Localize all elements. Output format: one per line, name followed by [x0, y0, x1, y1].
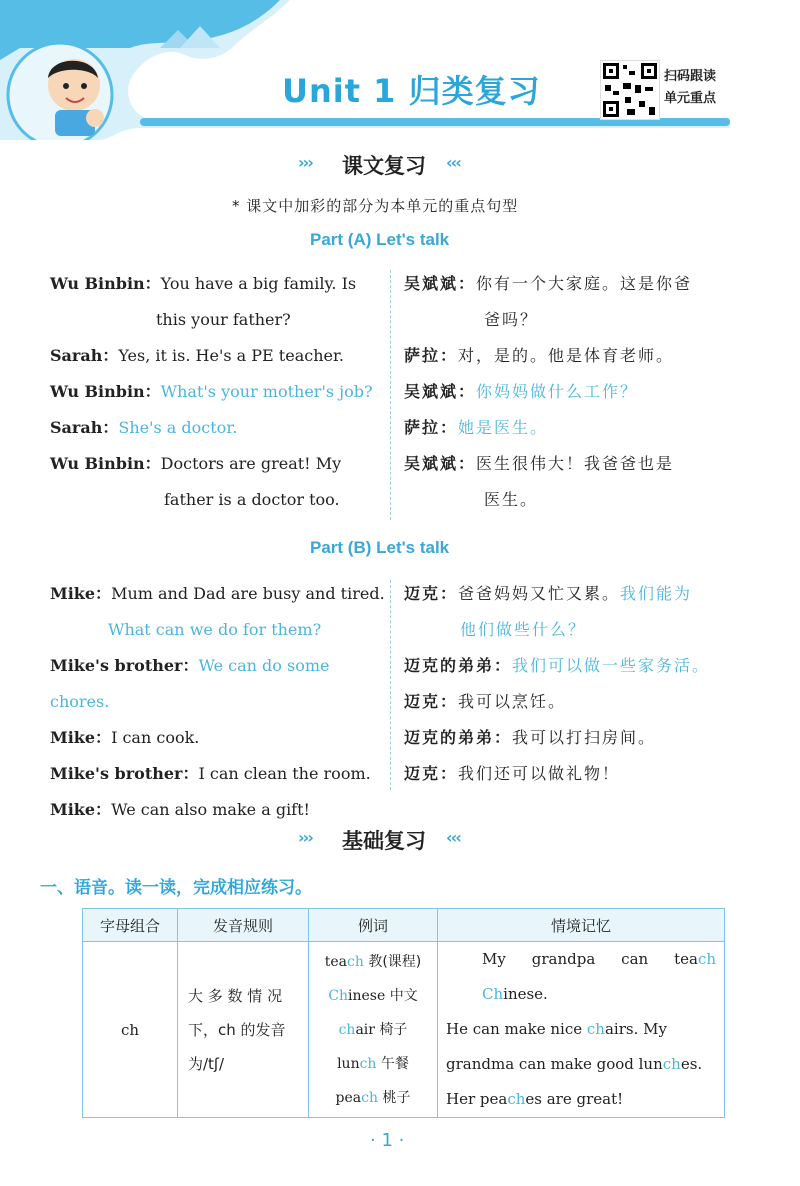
- rule-line: 下，ch 的发音: [188, 1020, 286, 1039]
- example-word: teach 教(课程): [324, 953, 422, 970]
- dialogue-line: Sarah：She's a doctor.: [50, 418, 238, 437]
- dialogue-line: 萨拉：对，是的。他是体育老师。: [404, 346, 675, 365]
- dialogue-line: father is a doctor too.: [164, 490, 340, 509]
- dialogue-line: Mike：We can also make a gift!: [50, 800, 310, 819]
- dialogue-line: 迈克的弟弟：我们可以做一些家务活。: [404, 656, 711, 675]
- part-b-title: Part (B) Let's talk: [310, 538, 450, 557]
- example-word: peach 桃子: [335, 1089, 411, 1106]
- dialogue-line: Sarah：Yes, it is. He's a PE teacher.: [50, 346, 344, 365]
- part-a-dialogue-cn: [404, 266, 744, 518]
- dialogue-line: 迈克的弟弟：我可以打扫房间。: [404, 728, 657, 747]
- table-header: 字母组合: [83, 909, 178, 942]
- arrows-left-icon: ›››: [298, 828, 312, 847]
- rule-line: 大 多 数 情 况: [188, 986, 283, 1005]
- qr-label-line1: 扫码跟读: [664, 69, 717, 84]
- dialogue-line: Wu Binbin：You have a big family. Is: [50, 274, 357, 293]
- table-header: 情境记忆: [438, 909, 725, 942]
- dialogue-line: Wu Binbin：What's your mother's job?: [50, 382, 373, 401]
- part-b-dialogue-en: [50, 576, 390, 828]
- dialogue-line: What can we do for them?: [108, 620, 322, 639]
- dialogue-line: 医生。: [484, 490, 539, 509]
- memory-cell: [438, 942, 725, 1118]
- dialogue-line: 爸吗？: [484, 310, 539, 329]
- phonics-table: [82, 908, 725, 1118]
- memory-line: He can make nice chairs. My: [446, 1020, 667, 1038]
- table-header: 发音规则: [178, 909, 309, 942]
- dialogue-line: 他们做些什么？: [460, 620, 587, 639]
- section-title-basics: 基础复习: [342, 829, 426, 853]
- dialogue-line: 迈克：我们还可以做礼物！: [404, 764, 621, 783]
- memory-line: grandma can make good lunches.: [446, 1055, 703, 1073]
- example-word: Chinese 中文: [328, 987, 418, 1004]
- dialogue-line: Mike：I can cook.: [50, 728, 200, 747]
- memory-line: Her peaches are great!: [446, 1090, 624, 1108]
- page-title: Unit 1 归类复习: [282, 72, 541, 110]
- column-divider: [390, 270, 391, 520]
- section-title-review: 课文复习: [342, 154, 426, 178]
- arrows-right-icon: ‹‹‹: [446, 153, 460, 172]
- dialogue-line: 吴斌斌：医生很伟大！我爸爸也是: [404, 454, 675, 473]
- part-b-dialogue-cn: [404, 576, 744, 792]
- dialogue-line: Mike's brother：We can do some chores.: [50, 656, 330, 711]
- rule-cell: [178, 942, 309, 1118]
- dialogue-line: 吴斌斌：你妈妈做什么工作？: [404, 382, 639, 401]
- dialogue-line: 迈克：我可以烹饪。: [404, 692, 567, 711]
- qr-code-icon: [600, 60, 660, 120]
- dialogue-line: Wu Binbin：Doctors are great! My: [50, 454, 342, 473]
- table-header: 例词: [309, 909, 438, 942]
- dialogue-line: Mike：Mum and Dad are busy and tired.: [50, 584, 385, 603]
- letter-combo-cell: ch: [83, 942, 178, 1118]
- qr-label-line2: 单元重点: [664, 91, 717, 106]
- table-header-row: [83, 909, 725, 942]
- exercise-heading: 一、语音。读一读，完成相应练习。: [40, 878, 312, 898]
- page-number: · 1 ·: [370, 1130, 405, 1151]
- example-word: chair 椅子: [338, 1021, 408, 1038]
- part-a-dialogue-en: [50, 266, 380, 518]
- dialogue-line: 迈克：爸爸妈妈又忙又累。我们能为: [404, 584, 693, 603]
- example-word: lunch 午餐: [337, 1055, 409, 1072]
- arrows-left-icon: ›››: [298, 153, 312, 172]
- qr-label: [664, 66, 716, 110]
- arrows-right-icon: ‹‹‹: [446, 828, 460, 847]
- table-row: [83, 942, 725, 1118]
- part-a-title: Part (A) Let's talk: [310, 230, 450, 249]
- example-words-cell: [309, 942, 438, 1118]
- rule-line: 为/tʃ/: [188, 1054, 225, 1073]
- dialogue-line: this your father?: [156, 310, 291, 329]
- column-divider: [390, 580, 391, 790]
- dialogue-line: 吴斌斌：你有一个大家庭。这是你爸: [404, 274, 693, 293]
- memory-line: My grandpa can teach Chinese.: [482, 950, 716, 1003]
- dialogue-line: 萨拉：她是医生。: [404, 418, 549, 437]
- highlight-note: * 课文中加彩的部分为本单元的重点句型: [232, 197, 519, 215]
- dialogue-line: Mike's brother：I can clean the room.: [50, 764, 371, 783]
